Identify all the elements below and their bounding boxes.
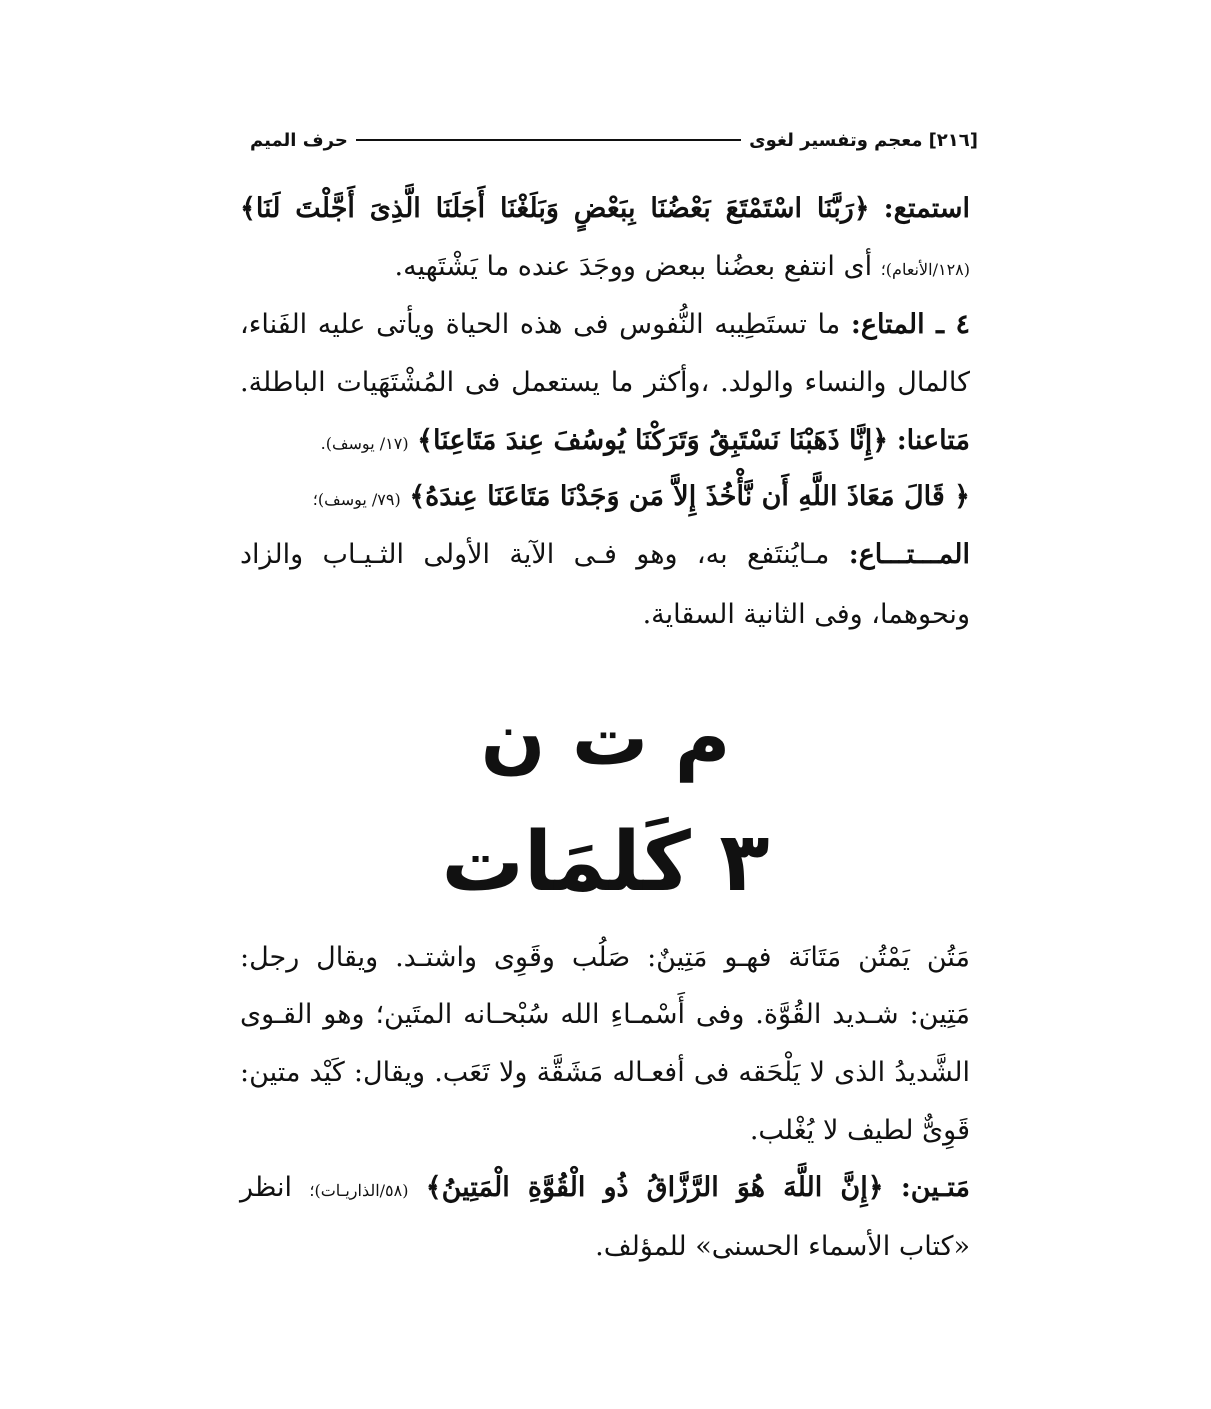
definition-text: مَتُن يَمْتُن مَتَانَة فهـو مَتِينٌ: صَلُب وقَوِى واشتـد. ويقال رجل: xyxy=(240,942,970,973)
definition-text: ما تستَطِيبه النُّفوس فى هذه الحياة ويأتى عليه الفَناء، xyxy=(240,309,841,340)
quran-verse: ﴿ قَالَ مَعَاذَ اللَّهِ أَن نَّأْخُذَ إِلاَّ مَن وَجَدْنَا مَتَاعَنَا عِندَهُ﴾ xyxy=(409,481,970,512)
definition-text: مَتِين: شـديد القُوَّة. وفى أَسْمـاءِ الله سُبْحـانه المتَين؛ وهو القـوى xyxy=(240,999,970,1030)
entry-line xyxy=(240,1224,970,1270)
definition-text: أى انتفع بعضُنا ببعض ووجَدَ عنده ما يَشْتَهيه. xyxy=(394,251,873,282)
definition-text: الشَّديدُ الذى لا يَلْحَقه فى أفعـاله مَشَقَّة ولا تَعَب. ويقال: كَيْد متين: xyxy=(240,1057,970,1088)
entry-line xyxy=(240,1165,970,1214)
entry-term: مَتـين: xyxy=(900,1172,971,1203)
page-header xyxy=(250,126,978,154)
verse-reference: (١٧/ يوسف). xyxy=(320,434,409,453)
entry-line xyxy=(240,592,970,638)
verse-reference: (١٢٨/الأنعام)؛ xyxy=(880,260,970,279)
book-title: معجم وتفسير لغوى xyxy=(749,129,923,151)
entry-term: استمتع: xyxy=(883,193,970,224)
entry-term: المـــتـــاع: xyxy=(848,539,970,570)
header-rule xyxy=(356,139,741,141)
entry-term: ٤ ـ المتاع: xyxy=(850,309,971,340)
entry-term: مَتاعنا: xyxy=(896,425,970,456)
entry-line xyxy=(240,1108,970,1154)
definition-text: كالمال والنساء والولد. ،وأكثر ما يستعمل فى المُشْتَهَيات الباطلة. xyxy=(240,367,970,398)
entry-line xyxy=(240,302,970,348)
verse-reference: (٥٨/الذاريـات)؛ xyxy=(309,1181,409,1200)
quran-verse: ﴿إِنَّا ذَهَبْنَا نَسْتَبِقُ وَتَرَكْنَا يُوسُفَ عِندَ مَتَاعِنَا﴾ xyxy=(417,425,889,456)
entry-line xyxy=(240,418,970,467)
section-title: حرف الميم xyxy=(250,129,348,151)
entry-line xyxy=(240,360,970,406)
verse-reference: (٧٩/ يوسف)؛ xyxy=(312,490,401,509)
entry-line xyxy=(240,532,970,578)
definition-text: «كتاب الأسماء الحسنى» للمؤلف. xyxy=(595,1231,970,1262)
definition-text: ونحوهما، وفى الثانية السقاية. xyxy=(642,599,970,630)
entry-line xyxy=(240,992,970,1038)
page-number: [٢١٦] xyxy=(928,129,978,151)
entry-line xyxy=(240,186,970,232)
root-letters: م ت ن xyxy=(480,693,731,782)
definition-text: قَوِىٌّ لطيف لا يُغْلب. xyxy=(749,1115,970,1146)
entry-line xyxy=(240,244,970,293)
definition-text: مـايُنتَفع به، وهو فـى الآية الأولى الثـيـاب والزاد xyxy=(240,539,830,570)
root-word-count: ٣ كَلمَات xyxy=(441,815,770,910)
entry-line xyxy=(240,1050,970,1096)
quran-verse: ﴿رَبَّنَا اسْتَمْتَعَ بَعْضُنَا بِبَعْضٍ وَبَلَغْنَا أَجَلَنَا الَّذِىَ أَجَّلْتَ لَنَا﴾ xyxy=(240,193,870,224)
quran-verse: ﴿إِنَّ اللَّهَ هُوَ الرَّزَّاقُ ذُو الْقُوَّةِ الْمَتِينُ﴾ xyxy=(425,1172,884,1203)
entry-line xyxy=(240,935,970,981)
definition-text: انظر xyxy=(240,1172,293,1203)
entry-line xyxy=(240,474,970,523)
